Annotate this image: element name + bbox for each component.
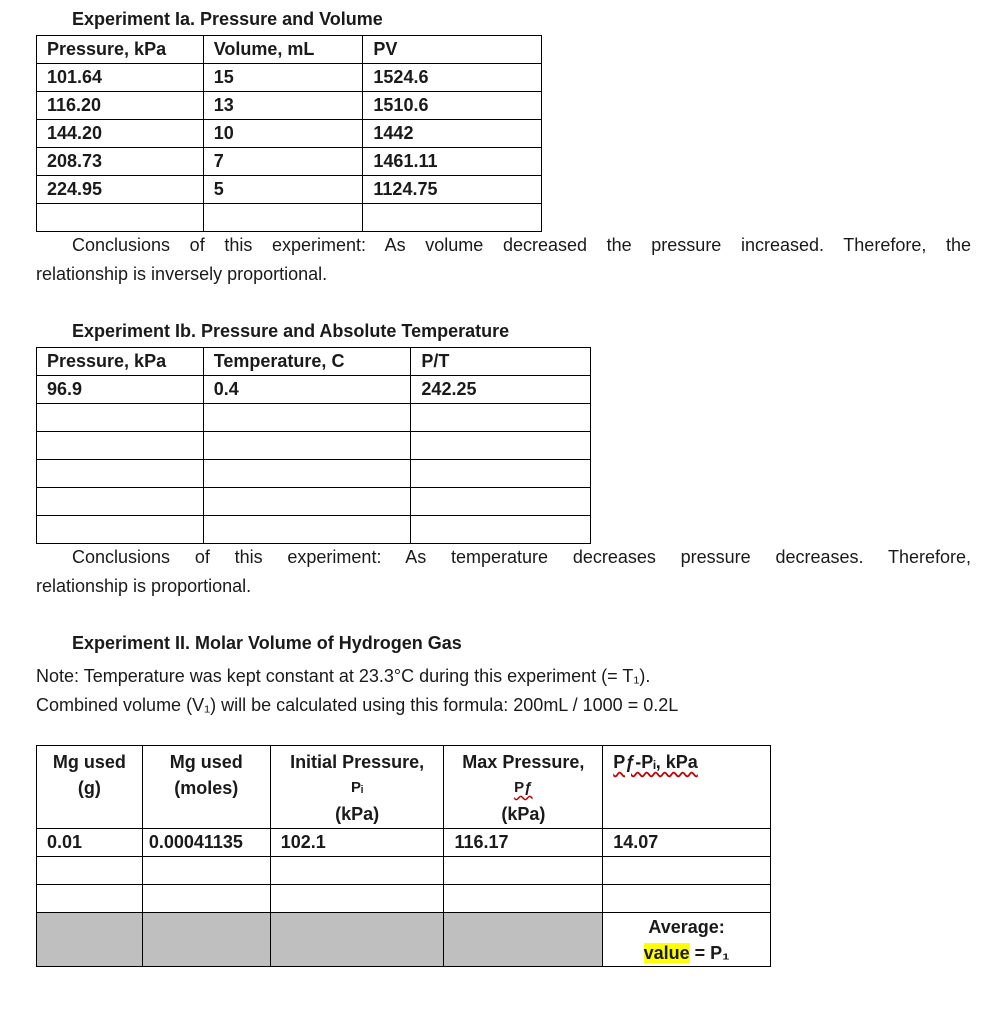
header-cell: Volume, mL [203,36,363,64]
exp1a-conclusion [36,231,971,289]
shaded-cell [270,913,444,967]
exp1b-table [36,347,591,544]
table-row [37,432,591,460]
shaded-cell [444,913,603,967]
header-line: Mg used [52,752,126,772]
table-row [37,376,591,404]
table-cell [444,857,603,885]
table-cell [203,204,363,232]
exp2-table [36,745,771,967]
table-cell [411,404,591,432]
table-cell [37,516,204,544]
table-cell: 116.20 [37,92,204,120]
header-cell [270,746,444,829]
table-cell [603,857,771,885]
table-header-row [37,348,591,376]
table-cell: 14.07 [603,829,771,857]
table-cell [37,432,204,460]
header-line: (moles) [174,778,239,798]
header-line [454,775,592,801]
table-cell [142,857,270,885]
table-cell [37,460,204,488]
header-line: Initial Pressure, [290,752,425,772]
header-line: (kPa) [335,804,380,824]
table-row [37,857,771,885]
table-cell: 13 [203,92,363,120]
table-cell [411,516,591,544]
table-cell: 7 [203,148,363,176]
table-cell: 1461.11 [363,148,542,176]
header-text: Pƒ-Pᵢ, kPa [613,752,698,772]
exp1b-conclusion [36,543,971,601]
table-cell: 0.00041135 [142,829,270,857]
table-cell: 1510.6 [363,92,542,120]
header-line: (kPa) [501,804,546,824]
table-cell [203,516,411,544]
header-cell [444,746,603,829]
exp1b-title: Experiment Ib. Pressure and Absolute Temperature [72,321,510,341]
table-cell: 15 [203,64,363,92]
header-cell: P/T [411,348,591,376]
header-line: Pᵢ [351,779,364,796]
average-row [37,913,771,967]
table-cell [203,460,411,488]
table-cell: 102.1 [270,829,444,857]
table-cell [203,404,411,432]
table-cell [37,204,204,232]
header-line: Max Pressure, [462,752,585,772]
header-cell [142,746,270,829]
table-cell: 208.73 [37,148,204,176]
conclusion-line: Conclusions of this experiment: As volume decreased the pressure increased. Therefore, the [72,235,971,255]
table-cell [411,488,591,516]
table-cell [142,885,270,913]
header-line: (g) [77,778,101,798]
table-cell: 101.64 [37,64,204,92]
table-cell: 1524.6 [363,64,542,92]
table-row [37,829,771,857]
table-row [37,92,542,120]
table-cell [37,404,204,432]
table-cell [363,204,542,232]
header-cell [37,746,143,829]
table-header-row [37,36,542,64]
table-cell: 0.4 [203,376,411,404]
table-row [37,488,591,516]
table-cell: 116.17 [444,829,603,857]
header-line: Mg used [169,752,243,772]
table-cell [270,885,444,913]
table-row [37,64,542,92]
table-cell [37,488,204,516]
header-cell: Pressure, kPa [37,36,204,64]
header-text: Pƒ [514,779,533,796]
average-label: Average: [648,917,725,937]
table-cell: 96.9 [37,376,204,404]
table-row [37,885,771,913]
average-line [613,940,760,966]
table-cell: 5 [203,176,363,204]
table-cell [203,488,411,516]
average-cell [603,913,771,967]
table-row [37,176,542,204]
table-cell: 224.95 [37,176,204,204]
exp2-title: Experiment II. Molar Volume of Hydrogen Gas [72,633,462,653]
table-row [37,460,591,488]
table-cell [37,857,143,885]
conclusion-line: relationship is inversely proportional. [36,264,328,284]
exp1a-table [36,35,542,232]
table-cell [270,857,444,885]
average-value-highlight: value [643,943,690,963]
header-cell: PV [363,36,542,64]
table-row [37,516,591,544]
table-cell: 242.25 [411,376,591,404]
table-row [37,120,542,148]
table-cell [444,885,603,913]
conclusion-line: relationship is proportional. [36,576,252,596]
exp2-note: Note: Temperature was kept constant at 23.3°C during this experiment (= T₁). [36,666,651,686]
table-header-row [37,746,771,829]
header-cell [603,746,771,829]
shaded-cell [37,913,143,967]
table-cell [203,432,411,460]
exp1a-title: Experiment Ia. Pressure and Volume [72,9,383,29]
table-row [37,204,542,232]
table-cell [411,432,591,460]
header-cell: Temperature, C [203,348,411,376]
table-cell: 144.20 [37,120,204,148]
table-cell [37,885,143,913]
conclusion-line: Conclusions of this experiment: As temperature decreases pressure decreases. Therefore, [72,547,971,567]
table-cell: 1124.75 [363,176,542,204]
table-cell: 0.01 [37,829,143,857]
table-row [37,148,542,176]
table-cell: 10 [203,120,363,148]
shaded-cell [142,913,270,967]
table-row [37,404,591,432]
average-suffix: = P₁ [694,943,730,963]
table-cell: 1442 [363,120,542,148]
header-cell: Pressure, kPa [37,348,204,376]
table-cell [603,885,771,913]
exp2-formula: Combined volume (V₁) will be calculated using this formula: 200mL / 1000 = 0.2L [36,695,679,715]
table-cell [411,460,591,488]
